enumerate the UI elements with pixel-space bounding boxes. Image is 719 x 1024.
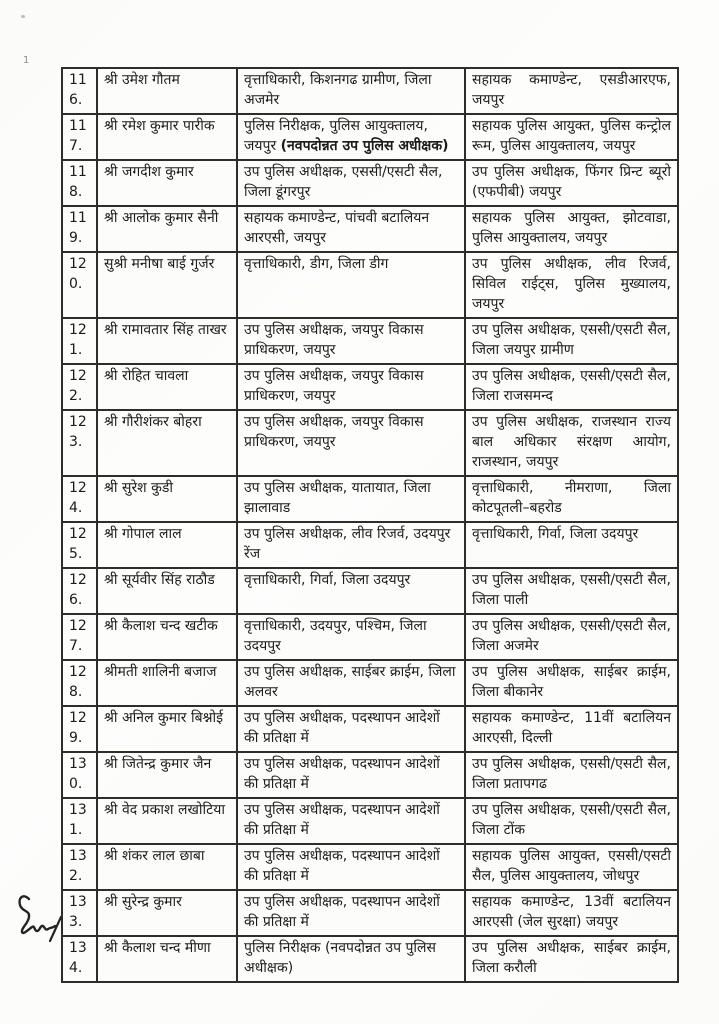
new-post-cell: उप पुलिस अधीक्षक, एससी/एसटी सैल, जिला पाली	[465, 568, 678, 614]
officer-name-cell: श्री रामावतार सिंह ताखर	[97, 318, 237, 364]
serial-cell: 118.	[62, 160, 97, 206]
previous-post-cell: उप पुलिस अधीक्षक, जयपुर विकास प्राधिकरण, जयपुर	[237, 364, 465, 410]
new-post-cell: उप पुलिस अधीक्षक, साईबर क्राईम, जिला करौली	[465, 936, 678, 982]
new-post-cell: सहायक कमाण्डेन्ट, 11वीं बटालियन आरएसी, दिल्ली	[465, 706, 678, 752]
new-post-cell: सहायक पुलिस आयुक्त, एससी/एसटी सैल, पुलिस आयुक्तालय, जोधपुर	[465, 844, 678, 890]
serial-cell: 127.	[62, 614, 97, 660]
table-row	[62, 410, 678, 476]
serial-cell: 129.	[62, 706, 97, 752]
officer-name-cell: श्री शंकर लाल छाबा	[97, 844, 237, 890]
new-post-cell: वृत्ताधिकारी, गिर्वा, जिला उदयपुर	[465, 522, 678, 568]
officer-name-cell: श्री सुरेन्द्र कुमार	[97, 890, 237, 936]
officer-name-cell: श्री सुरेश कुडी	[97, 476, 237, 522]
new-post-cell: उप पुलिस अधीक्षक, एससी/एसटी सैल, जिला जयपुर ग्रामीण	[465, 318, 678, 364]
new-post-cell: उप पुलिस अधीक्षक, लीव रिजर्व, सिविल राईट्स, पुलिस मुख्यालय, जयपुर	[465, 252, 678, 318]
page-margin-mark: 1	[23, 55, 30, 66]
table-row	[62, 68, 678, 114]
officer-name-cell: श्री रोहित चावला	[97, 364, 237, 410]
new-post-cell: उप पुलिस अधीक्षक, राजस्थान राज्य बाल अधिकार संरक्षण आयोग, राजस्थान, जयपुर	[465, 410, 678, 476]
previous-post-text: पुलिस निरीक्षक, पुलिस आयुक्तालय, जयपुर	[244, 118, 429, 154]
new-post-cell: सहायक कमाण्डेन्ट, 13वीं बटालियन आरएसी (जेल सुरक्षा) जयपुर	[465, 890, 678, 936]
table-row	[62, 476, 678, 522]
serial-cell: 120.	[62, 252, 97, 318]
new-post-cell: उप पुलिस अधीक्षक, एससी/एसटी सैल, जिला अजमेर	[465, 614, 678, 660]
table-row	[62, 752, 678, 798]
table-row	[62, 890, 678, 936]
previous-post-cell: सहायक कमाण्डेन्ट, पांचवी बटालियन आरएसी, जयपुर	[237, 206, 465, 252]
table-row	[62, 660, 678, 706]
serial-cell: 130.	[62, 752, 97, 798]
serial-cell: 132.	[62, 844, 97, 890]
table-row	[62, 798, 678, 844]
previous-post-cell: उप पुलिस अधीक्षक, पदस्थापन आदेशों की प्रतिक्षा में	[237, 798, 465, 844]
serial-cell: 133.	[62, 890, 97, 936]
new-post-cell: सहायक पुलिस आयुक्त, पुलिस कन्ट्रोल रूम, पुलिस आयुक्तालय, जयपुर	[465, 114, 678, 160]
table-row	[62, 568, 678, 614]
new-post-cell: उप पुलिस अधीक्षक, एससी/एसटी सैल, जिला टोंक	[465, 798, 678, 844]
scan-speck	[21, 15, 25, 18]
previous-post-cell: उप पुलिस अधीक्षक, जयपुर विकास प्राधिकरण, जयपुर	[237, 318, 465, 364]
promotion-note-text: (नवपदोन्नत उप पुलिस अधीक्षक)	[280, 138, 449, 154]
new-post-cell: उप पुलिस अधीक्षक, साईबर क्राईम, जिला बीकानेर	[465, 660, 678, 706]
officer-name-cell: श्री आलोक कुमार सैनी	[97, 206, 237, 252]
officer-name-cell: श्री गोपाल लाल	[97, 522, 237, 568]
officer-name-cell: श्री जगदीश कुमार	[97, 160, 237, 206]
officer-name-cell: श्री अनिल कुमार बिश्नोई	[97, 706, 237, 752]
officer-name-cell: श्री गौरीशंकर बोहरा	[97, 410, 237, 476]
previous-post-cell: उप पुलिस अधीक्षक, पदस्थापन आदेशों की प्रतिक्षा में	[237, 752, 465, 798]
new-post-cell: वृत्ताधिकारी, नीमराणा, जिला कोटपूतली–बहरोड	[465, 476, 678, 522]
serial-cell: 131.	[62, 798, 97, 844]
previous-post-cell: वृत्ताधिकारी, किशनगढ ग्रामीण, जिला अजमेर	[237, 68, 465, 114]
previous-post-cell: उप पुलिस अधीक्षक, साईबर क्राईम, जिला अलवर	[237, 660, 465, 706]
previous-post-cell: उप पुलिस अधीक्षक, जयपुर विकास प्राधिकरण, जयपुर	[237, 410, 465, 476]
previous-post-cell: उप पुलिस अधीक्षक, पदस्थापन आदेशों की प्रतिक्षा में	[237, 844, 465, 890]
officer-name-cell: श्री रमेश कुमार पारीक	[97, 114, 237, 160]
previous-post-cell: उप पुलिस अधीक्षक, लीव रिजर्व, उदयपुर रेंज	[237, 522, 465, 568]
serial-cell: 126.	[62, 568, 97, 614]
serial-cell: 119.	[62, 206, 97, 252]
previous-post-cell: उप पुलिस अधीक्षक, पदस्थापन आदेशों की प्रतिक्षा में	[237, 890, 465, 936]
new-post-cell: उप पुलिस अधीक्षक, एससी/एसटी सैल, जिला प्रतापगढ	[465, 752, 678, 798]
table-row	[62, 364, 678, 410]
table-row	[62, 522, 678, 568]
previous-post-cell: उप पुलिस अधीक्षक, यातायात, जिला झालावाड	[237, 476, 465, 522]
serial-cell: 116.	[62, 68, 97, 114]
previous-post-cell: वृत्ताधिकारी, उदयपुर, पश्चिम, जिला उदयपुर	[237, 614, 465, 660]
table-row	[62, 614, 678, 660]
officer-name-cell: श्री सूर्यवीर सिंह राठौड	[97, 568, 237, 614]
table-row	[62, 114, 678, 160]
officer-name-cell: श्रीमती शालिनी बजाज	[97, 660, 237, 706]
previous-post-cell	[237, 114, 465, 160]
new-post-cell: उप पुलिस अधीक्षक, एससी/एसटी सैल, जिला राजसमन्द	[465, 364, 678, 410]
officer-name-cell: श्री कैलाश चन्द खटीक	[97, 614, 237, 660]
transfer-table	[61, 67, 679, 983]
table-row	[62, 844, 678, 890]
transfer-table-body	[62, 68, 678, 982]
previous-post-cell: उप पुलिस अधीक्षक, एससी/एसटी सैल, जिला डूंगरपुर	[237, 160, 465, 206]
table-row	[62, 160, 678, 206]
previous-post-cell: पुलिस निरीक्षक (नवपदोन्नत उप पुलिस अधीक्षक)	[237, 936, 465, 982]
table-row	[62, 936, 678, 982]
table-row	[62, 252, 678, 318]
serial-cell: 125.	[62, 522, 97, 568]
officer-name-cell: श्री जितेन्द्र कुमार जैन	[97, 752, 237, 798]
serial-cell: 123.	[62, 410, 97, 476]
previous-post-cell: वृत्ताधिकारी, डीग, जिला डीग	[237, 252, 465, 318]
officer-name-cell: श्री वेद प्रकाश लखोटिया	[97, 798, 237, 844]
serial-cell: 121.	[62, 318, 97, 364]
signature-mark	[13, 890, 73, 946]
serial-cell: 117.	[62, 114, 97, 160]
previous-post-cell: उप पुलिस अधीक्षक, पदस्थापन आदेशों की प्रतिक्षा में	[237, 706, 465, 752]
officer-name-cell: श्री उमेश गौतम	[97, 68, 237, 114]
officer-name-cell: श्री कैलाश चन्द मीणा	[97, 936, 237, 982]
previous-post-cell: वृत्ताधिकारी, गिर्वा, जिला उदयपुर	[237, 568, 465, 614]
table-row	[62, 206, 678, 252]
new-post-cell: सहायक कमाण्डेन्ट, एसडीआरएफ, जयपुर	[465, 68, 678, 114]
serial-cell: 134.	[62, 936, 97, 982]
serial-cell: 122.	[62, 364, 97, 410]
table-row	[62, 706, 678, 752]
officer-name-cell: सुश्री मनीषा बाई गुर्जर	[97, 252, 237, 318]
serial-cell: 124.	[62, 476, 97, 522]
table-row	[62, 318, 678, 364]
new-post-cell: सहायक पुलिस आयुक्त, झोटवाडा, पुलिस आयुक्तालय, जयपुर	[465, 206, 678, 252]
serial-cell: 128.	[62, 660, 97, 706]
new-post-cell: उप पुलिस अधीक्षक, फिंगर प्रिन्ट ब्यूरो (एफपीबी) जयपुर	[465, 160, 678, 206]
